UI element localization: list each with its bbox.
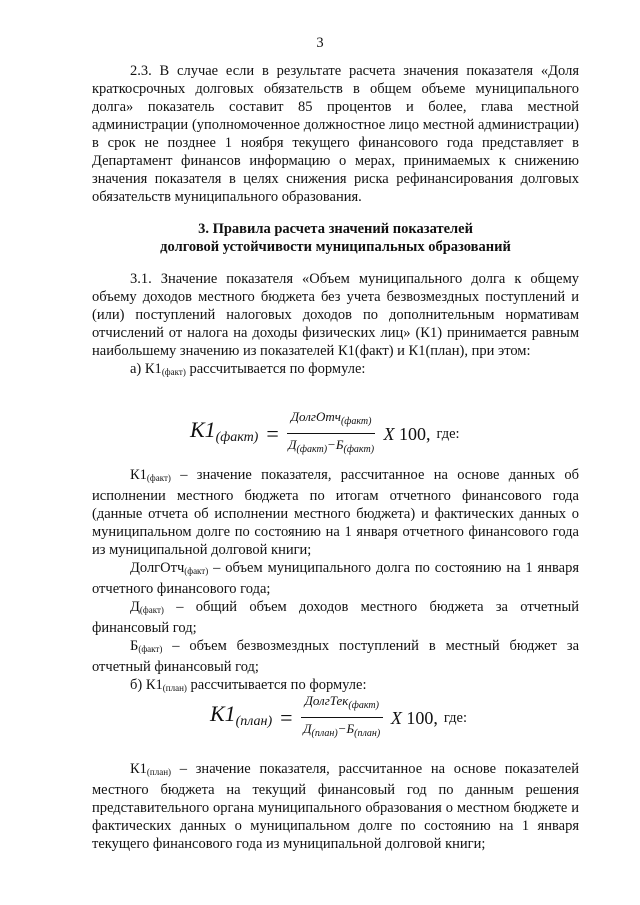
formula-plan-numerator: ДолгТек$_{(факт)}$ [301, 692, 383, 718]
formula-fact-denominator: $Д_{(факт)}-Б_{(факт)}$ [288, 437, 375, 455]
def-k1-fact: $К1_{(факт)}$ – значение показателя, рассчитанное на основе данных об исполнении местного бюджета по итогам отчетного финансового года (данные отчета об исполнении местного бюджета) и фактических данных о муниципальном долге по состоянию на 1 января отчетного финансового года из муниципальной долговой книги; [92, 467, 579, 558]
formula-fact-numerator: ДолгОтч$_{(факт)}$ [287, 408, 376, 434]
formula-plan-denominator: $Д_{(план)}-Б_{(план)}$ [303, 721, 381, 739]
formula-fact-multiplier: Х 100, [383, 423, 431, 444]
item-b: б) $К1_{(план)}$ рассчитывается по формуле: [130, 677, 367, 693]
section-heading-line1: 3. Правила расчета значений показателей [198, 221, 473, 237]
def-d-fact: $Д_{(факт)}$ – общий объем доходов местного бюджета за отчетный финансовый год; [92, 599, 579, 636]
paragraph-3-1 [92, 270, 579, 381]
section-heading-line2: долговой устойчивости муниципальных образований [160, 239, 511, 255]
section-3-heading [92, 220, 579, 256]
formula-plan-equals: = [280, 704, 293, 730]
definitions-fact [92, 466, 579, 697]
formula-plan-lhs: $К1_{(план)}$ [210, 700, 273, 729]
page-number: 3 [316, 35, 324, 51]
paragraph-2-3-text: 2.3. В случае если в результате расчета значения показателя «Доля краткосрочных долговых обязательств в общем объеме муниципального долга» показатель составит 85 процентов и более, глава местной администрации (уполномоченное должностное лицо местной администрации) в срок не позднее 1 ноября текущего финансового года представляет в Департамент финансов информацию о мерах, принимаемых к снижению значения показателя в целях снижения риска рефинансирования долговых обязательств муниципального образования. [92, 63, 579, 205]
definitions-plan [92, 760, 579, 853]
paragraph-3-1-text: 3.1. Значение показателя «Объем муниципального долга к общему объему доходов местного бюджета без учета безвозмездных поступлений и (или) поступлений налоговых доходов по дополнительным нормативам отчислений от налога на доходы физических лиц» (К1) принимается равным наибольшему значению из показателей К1(факт) и К1(план), при этом: [92, 271, 579, 359]
def-dolgotch: ДолгОтч$_{(факт)}$ – объем муниципального долга по состоянию на 1 января отчетного финансового года; [92, 560, 579, 597]
formula-plan-multiplier: Х 100, [390, 707, 438, 728]
paragraph-2-3 [92, 62, 579, 206]
def-k1-plan: $К1_{(план)}$ – значение показателя, рассчитанное на основе показателей местного бюджета на текущий финансовый год по данным решения представительного органа муниципального образования о местном бюджете и фактических данных о муниципальном долге по состоянию на 1 января текущего финансового года из муниципальной долговой книги; [92, 761, 579, 852]
formula-plan-fraction [301, 692, 383, 743]
formula-fact-where: где: [436, 425, 460, 442]
formula-fact-fraction [287, 408, 376, 459]
formula-fact-lhs: $К1_{(факт)}$ [190, 416, 259, 445]
formula-k1-plan [210, 692, 467, 743]
formula-plan-where: где: [443, 709, 467, 726]
formula-k1-fact [190, 408, 460, 459]
def-b-fact: $Б_{(факт)}$ – объем безвозмездных поступлений в местный бюджет за отчетный финансовый год; [92, 638, 579, 675]
formula-fact-equals: = [266, 420, 279, 446]
item-a: а) $К1_{(факт)}$ рассчитывается по формуле: [130, 361, 366, 377]
